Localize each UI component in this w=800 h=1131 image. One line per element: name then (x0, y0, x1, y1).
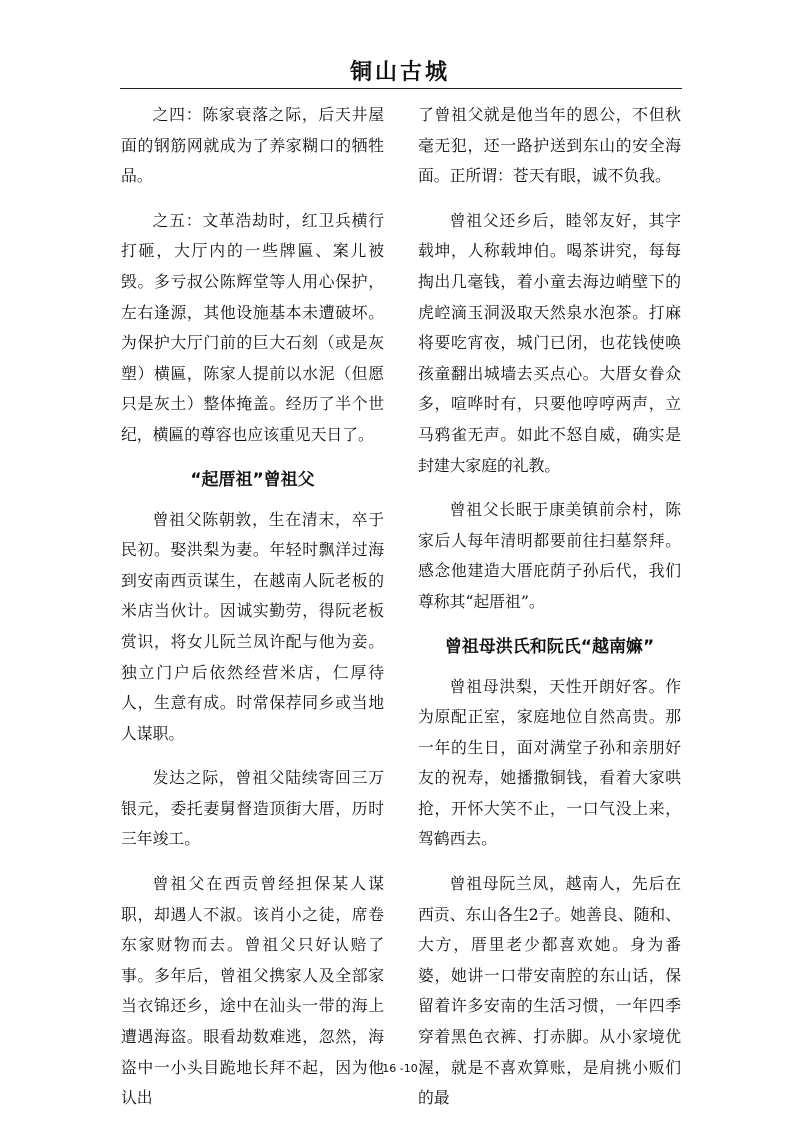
paragraph: 曾祖父长眠于康美镇前佘村，陈家后人每年清明都要前往扫墓祭拜。感念他建造大厝庇荫子孙后代，我们尊称其“起厝祖”。 (418, 500, 681, 611)
paragraph: 之五：文革浩劫时，红卫兵横行打砸，大厅内的一些牌匾、案儿被毁。多亏叔公陈辉堂等人用心保护，左右逢源，其他设施基本未遭破坏。为保护大厅门前的巨大石刻（或是灰塑）横匾，陈家人提前以水泥（但愿只是灰土）整体掩盖。经历了半个世纪，横匾的尊容也应该重见天日了。 (121, 210, 384, 444)
header-rule (120, 88, 682, 89)
paragraph: 曾祖母洪梨，天性开朗好客。作为原配正室，家庭地位自然高贵。那一年的生日，面对满堂子孙和亲朋好友的祝寿，她播撒铜钱，看着大家哄抢，开怀大笑不止，一口气没上来，驾鹤西去。 (418, 676, 681, 849)
page-header-title: 铜山古城 (349, 60, 450, 85)
paragraph: 发达之际，曾祖父陆续寄回三万银元，委托妻舅督造顶街大厝，历时三年竣工。 (121, 768, 384, 849)
paragraph: 曾祖父还乡后，睦邻友好，其字载坤，人称载坤伯。喝茶讲究，每每掏出几毫钱，着小童去海边峭壁下的虎崆滴玉洞汲取天然泉水泡茶。打麻将要吃宵夜，城门已闭，也花钱使唤孩童翻出城墙去买点心。大厝女眷众多，喧哗时有，只要他哼哼两声，立马鸦雀无声。如此不怒自威，确实是封建大家庭的礼教。 (418, 210, 681, 475)
page-number: 16 -10 (382, 1062, 418, 1075)
paragraph: 曾祖母阮兰凤，越南人，先后在西贡、东山各生2子。她善良、随和、大方，厝里老少都喜欢她。身为番婆，她讲一口带安南腔的东山话，保留着许多安南的生活习惯，一年四季穿着黑色衣裤、打赤脚。从小家境优渥，就是不喜欢算账，是肩挑小贩们的最 (418, 874, 681, 1108)
section-heading: 曾祖母洪氏和阮氏“越南嫲” (444, 636, 655, 657)
left-column (121, 100, 384, 1128)
paragraph: 曾祖父在西贡曾经担保某人谋职，却遇人不淑。该肖小之徒，席卷东家财物而去。曾祖父只好认赔了事。多年后，曾祖父携家人及全部家当衣锦还乡，途中在汕头一带的海上遭遇海盗。眼看劫数难逃，忽然，海盗中一小头目跪地长拜不起，因为他认出 (121, 874, 384, 1108)
paragraph: 了曾祖父就是他当年的恩公，不但秋毫无犯，还一路护送到东山的安全海面。正所谓：苍天有眼，诚不负我。 (418, 105, 681, 186)
section-heading: “起厝祖”曾祖父 (190, 469, 315, 490)
paragraph: 之四：陈家衰落之际，后天井屋面的钢筋网就成为了养家糊口的牺牲品。 (121, 105, 384, 186)
paragraph: 曾祖父陈朝敦，生在清末，卒于民初。娶洪梨为妻。年轻时飘洋过海到安南西贡谋生，在越南人阮老板的米店当伙计。因诚实勤劳，得阮老板赏识，将女儿阮兰凤许配与他为妾。独立门户后依然经营米店，仁厚待人，生意有成。时常保荐同乡或当地人谋职。 (121, 509, 384, 743)
right-column (418, 100, 681, 1128)
